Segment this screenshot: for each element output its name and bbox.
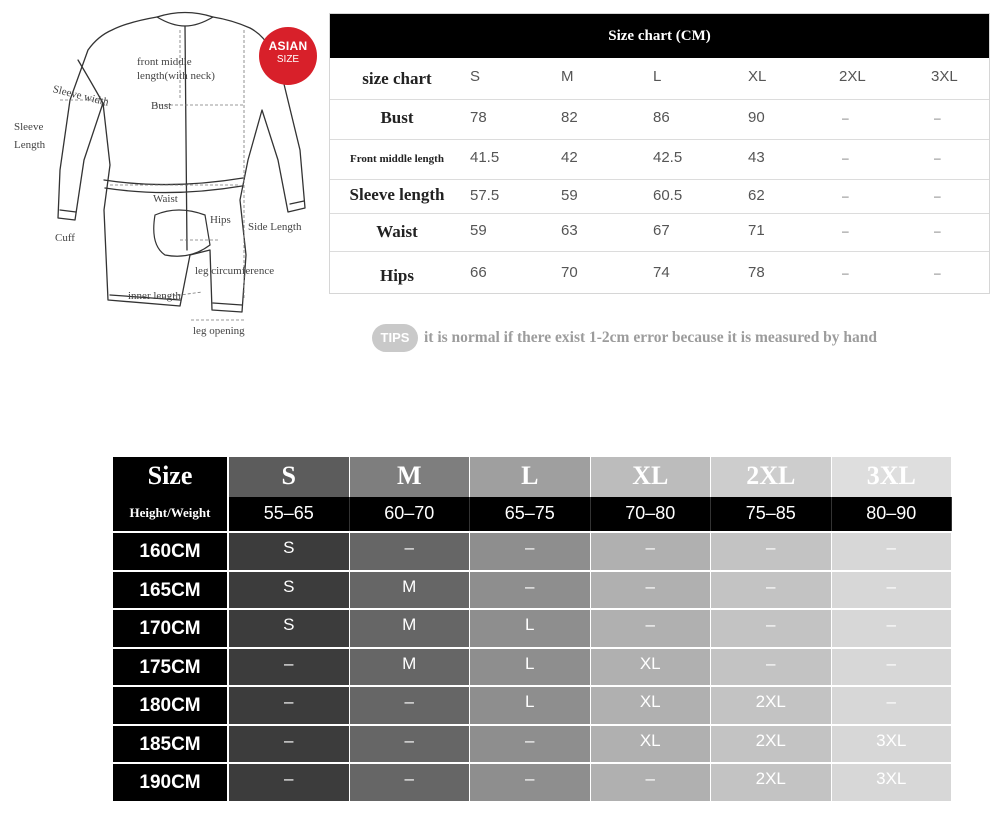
size-cell: – (470, 764, 591, 803)
size-cell: 3XL (832, 726, 953, 765)
label-leg-circumference: leg circumference (195, 265, 275, 277)
size-cell: 2XL (711, 726, 832, 765)
size-cell: – (591, 572, 712, 611)
size-header-xl: XL (748, 68, 767, 85)
cell-value: 59 (470, 222, 487, 239)
size-cell: L (470, 649, 591, 688)
label-bust: Bust (151, 100, 172, 112)
height-row-label: 160CM (113, 533, 229, 572)
size-cell: M (350, 649, 471, 688)
weight-range-cell: 60–70 (350, 497, 471, 531)
height-row-label: 190CM (113, 764, 229, 803)
weight-range-cell: 70–80 (591, 497, 712, 531)
cell-value: 78 (748, 264, 765, 281)
size-cell: – (591, 610, 712, 649)
cell-value: – (934, 151, 941, 165)
label-hips: Hips (210, 214, 231, 226)
row-label: Bust (380, 108, 414, 127)
tips-text: it is normal if there exist 1-2cm error because it is measured by hand (424, 329, 878, 346)
size-cell: – (832, 610, 953, 649)
size-cell: – (832, 572, 953, 611)
size-chart-row-bust (330, 99, 989, 140)
size-cell: XL (591, 726, 712, 765)
size-chart-row-hips (330, 251, 989, 293)
size-cell: XL (591, 649, 712, 688)
size-cell: 3XL (832, 764, 953, 803)
cell-value: 43 (748, 149, 765, 166)
label-sleeve: Sleeve (14, 121, 44, 133)
cell-value: 57.5 (470, 187, 500, 204)
column-header-size: L (470, 457, 591, 497)
size-cell: M (350, 572, 471, 611)
size-cell: M (350, 610, 471, 649)
cell-value: 60.5 (653, 187, 683, 204)
row-label: Front middle length (350, 153, 444, 165)
size-cell: – (229, 649, 350, 688)
cell-value: – (842, 189, 849, 203)
column-header-size: S (229, 457, 350, 497)
label-sleeve-length: Length (14, 139, 46, 151)
column-header-size: XL (591, 457, 712, 497)
cell-value: 42 (561, 149, 578, 166)
cell-value: 74 (653, 264, 670, 281)
size-cell: – (711, 649, 832, 688)
size-cell: 2XL (711, 764, 832, 803)
size-cell: – (470, 726, 591, 765)
cell-value: – (842, 111, 849, 125)
height-row-label: 165CM (113, 572, 229, 611)
garment-measurement-diagram (0, 0, 330, 345)
label-inner-length: inner length (128, 290, 181, 302)
cell-value: 82 (561, 109, 578, 126)
label-side-length: Side Length (248, 221, 302, 233)
weight-range-cell: 55–65 (229, 497, 350, 531)
weight-range-cell: 75–85 (711, 497, 832, 531)
size-cell: L (470, 610, 591, 649)
label-leg-opening: leg opening (193, 325, 245, 337)
label-front-middle: front middle (137, 56, 192, 68)
cell-value: 42.5 (653, 149, 683, 166)
cell-value: 78 (470, 109, 487, 126)
asian-size-badge (259, 27, 317, 85)
size-header-2xl: 2XL (839, 68, 866, 85)
size-chart-row-front-middle-length (330, 139, 989, 180)
cell-value: – (842, 224, 849, 238)
label-sleeve-width: Sleeve width (51, 83, 110, 109)
size-cell: S (229, 572, 350, 611)
tips-badge: TIPS (372, 324, 418, 352)
height-weight-size-table (113, 457, 953, 801)
cell-value: 62 (748, 187, 765, 204)
cell-value: – (934, 111, 941, 125)
size-chart-cm (329, 13, 990, 294)
size-cell: 2XL (711, 687, 832, 726)
size-cell: S (229, 533, 350, 572)
size-cell: – (591, 533, 712, 572)
size-cell: – (229, 687, 350, 726)
size-cell: – (470, 533, 591, 572)
size-cell: – (832, 533, 953, 572)
height-row-label: 180CM (113, 687, 229, 726)
size-cell: – (350, 764, 471, 803)
size-cell: – (591, 764, 712, 803)
weight-range-cell: 80–90 (832, 497, 953, 531)
table-corner-size-label: Size (113, 457, 229, 497)
size-cell: – (350, 726, 471, 765)
size-cell: – (229, 726, 350, 765)
cell-value: – (842, 151, 849, 165)
size-cell: – (711, 572, 832, 611)
row-label: Sleeve length (349, 185, 445, 204)
cell-value: – (842, 266, 849, 280)
size-cell: – (229, 764, 350, 803)
cell-value: – (934, 224, 941, 238)
size-header-l: L (653, 68, 662, 85)
height-row-label: 185CM (113, 726, 229, 765)
size-header-s: S (470, 68, 481, 85)
height-weight-label: Height/Weight (113, 497, 229, 531)
size-cell: – (832, 649, 953, 688)
cell-value: – (934, 266, 941, 280)
size-cell: – (470, 572, 591, 611)
size-cell: – (832, 687, 953, 726)
size-cell: – (711, 610, 832, 649)
row-label: Waist (376, 222, 418, 241)
cell-value: 86 (653, 109, 670, 126)
size-chart-row-sleeve-length (330, 179, 989, 214)
size-cell: XL (591, 687, 712, 726)
cell-value: 71 (748, 222, 765, 239)
size-header-3xl: 3XL (931, 68, 958, 85)
weight-range-cell: 65–75 (470, 497, 591, 531)
size-header-m: M (561, 68, 574, 85)
cell-value: 70 (561, 264, 578, 281)
size-cell: – (711, 533, 832, 572)
cell-value: 63 (561, 222, 578, 239)
cell-value: 90 (748, 109, 765, 126)
label-front-middle-length: length(with neck) (137, 70, 215, 82)
row-label: Hips (379, 266, 415, 285)
size-cell: – (350, 687, 471, 726)
cell-value: 59 (561, 187, 578, 204)
label-waist: Waist (153, 193, 178, 205)
size-cell: L (470, 687, 591, 726)
badge-asian-text: ASIAN (268, 39, 308, 53)
height-row-label: 175CM (113, 649, 229, 688)
column-header-size: 3XL (832, 457, 953, 497)
size-chart-title: Size chart (CM) (330, 14, 989, 58)
cell-value: 67 (653, 222, 670, 239)
size-chart-header-row (330, 58, 989, 100)
cell-value: 66 (470, 264, 487, 281)
size-chart-header-label: size chart (362, 69, 432, 88)
cell-value: 41.5 (470, 149, 500, 166)
column-header-size: M (350, 457, 471, 497)
size-cell: – (350, 533, 471, 572)
cell-value: – (934, 189, 941, 203)
badge-size-text: SIZE (276, 54, 300, 65)
size-cell: S (229, 610, 350, 649)
label-cuff: Cuff (55, 232, 75, 244)
height-row-label: 170CM (113, 610, 229, 649)
size-chart-row-waist (330, 213, 989, 252)
column-header-size: 2XL (711, 457, 832, 497)
